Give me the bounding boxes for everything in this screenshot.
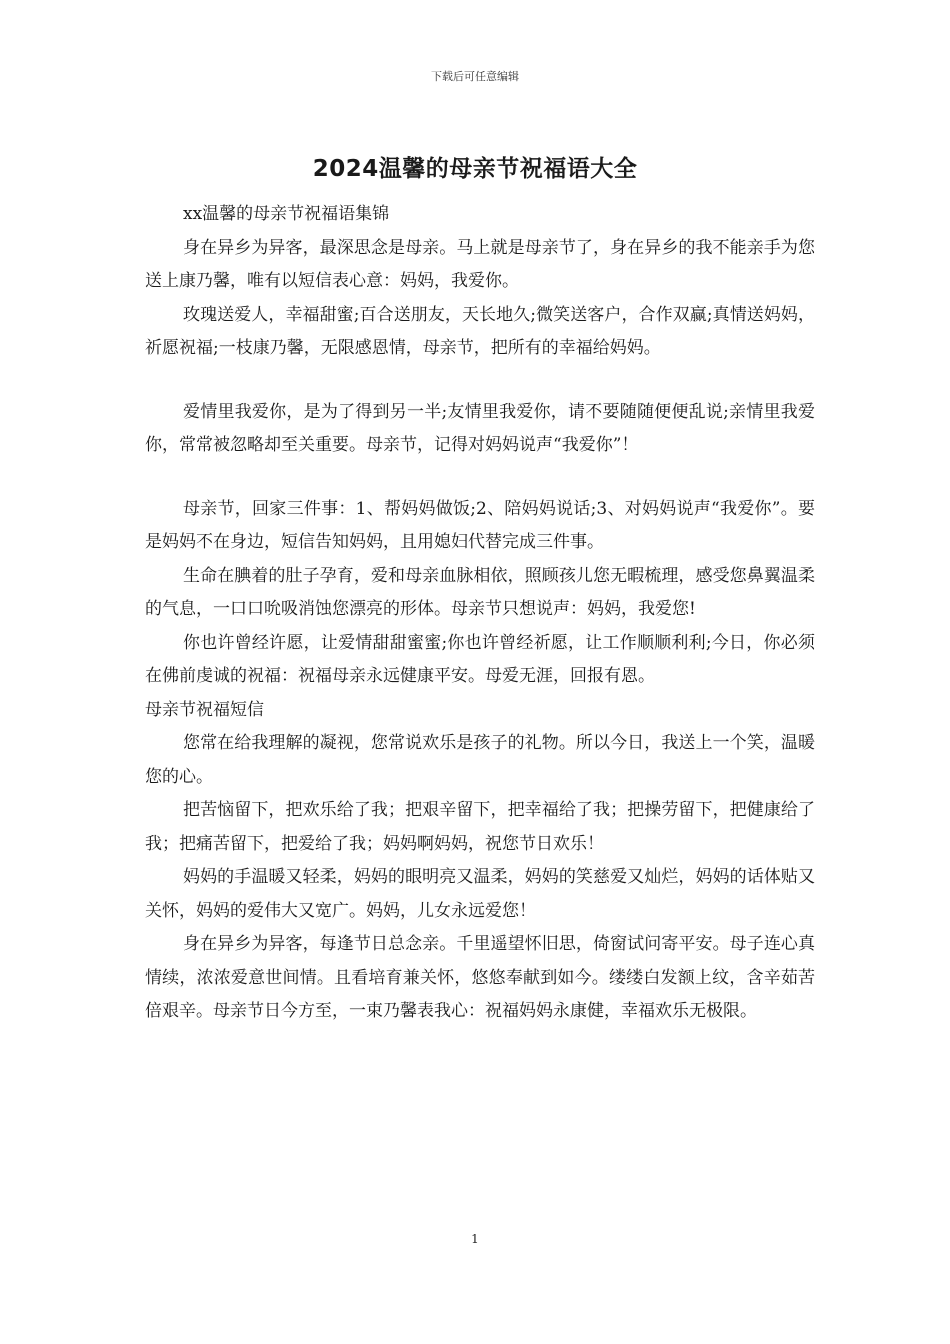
header-note: 下载后可任意编辑 xyxy=(431,70,519,83)
body-paragraph: 生命在腆着的肚子孕育，爱和母亲血脉相依，照顾孩儿您无暇梳理，感受您鼻翼温柔的气息，一口口吮吸消蚀您漂亮的形体。母亲节只想说声：妈妈，我爱您! xyxy=(145,565,815,619)
body-paragraph: 身在异乡为异客，最深思念是母亲。马上就是母亲节了，身在异乡的我不能亲手为您送上康乃馨，唯有以短信表心意：妈妈，我爱你。 xyxy=(145,237,815,291)
body-paragraph: 您常在给我理解的凝视，您常说欢乐是孩子的礼物。所以今日，我送上一个笑，温暖您的心。 xyxy=(145,733,815,787)
page-number: 1 xyxy=(471,1232,479,1246)
body-paragraph: 母亲节，回家三件事：1、帮妈妈做饭;2、陪妈妈说话;3、对妈妈说声“我爱你”。要是妈妈不在身边，短信告知妈妈，且用媳妇代替完成三件事。 xyxy=(145,498,815,552)
paragraph-spacer xyxy=(145,366,815,396)
body-paragraph: 身在异乡为异客，每逢节日总念亲。千里遥望怀旧思，倚窗试问寄平安。母子连心真情续，浓浓爱意世间情。且看培育兼关怀，悠悠奉献到如今。缕缕白发额上纹，含辛茹苦倍艰辛。母亲节日今方至，一束乃馨表我心：祝福妈妈永康健，幸福欢乐无极限。 xyxy=(145,934,815,1021)
document-body xyxy=(145,198,815,1029)
subtitle-paragraph: xx温馨的母亲节祝福语集锦 xyxy=(183,204,390,224)
document-title: 2024温馨的母亲节祝福语大全 xyxy=(312,156,638,182)
section-heading: 母亲节祝福短信 xyxy=(145,699,264,720)
body-paragraph: 玫瑰送爱人，幸福甜蜜;百合送朋友，天长地久;微笑送客户，合作双赢;真情送妈妈，祈愿祝福;一枝康乃馨，无限感恩情，母亲节，把所有的幸福给妈妈。 xyxy=(145,304,815,358)
body-paragraph: 把苦恼留下，把欢乐给了我；把艰辛留下，把幸福给了我；把操劳留下，把健康给了我；把痛苦留下，把爱给了我；妈妈啊妈妈，祝您节日欢乐！ xyxy=(145,800,815,854)
body-paragraph: 爱情里我爱你，是为了得到另一半;友情里我爱你，请不要随随便便乱说;亲情里我爱你，常常被忽略却至关重要。母亲节，记得对妈妈说声“我爱你”！ xyxy=(145,401,815,455)
body-paragraph: 妈妈的手温暖又轻柔，妈妈的眼明亮又温柔，妈妈的笑慈爱又灿烂，妈妈的话体贴又关怀，妈妈的爱伟大又宽广。妈妈，儿女永远爱您！ xyxy=(145,867,815,921)
paragraph-spacer xyxy=(145,463,815,493)
body-paragraph: 你也许曾经许愿，让爱情甜甜蜜蜜;你也许曾经祈愿，让工作顺顺利利;今日，你必须在佛前虔诚的祝福：祝福母亲永远健康平安。母爱无涯，回报有恩。 xyxy=(145,632,815,686)
